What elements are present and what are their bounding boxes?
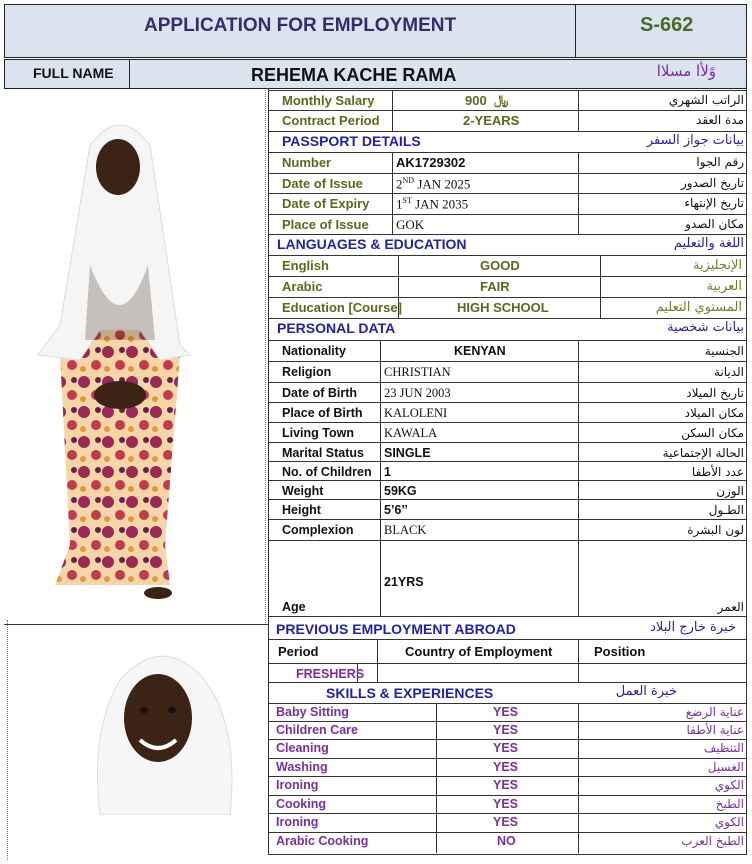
passport-arabic: رقم الجوا (696, 155, 744, 169)
language-arabic: الإنجليزية (692, 258, 742, 273)
skill-value: NO (497, 834, 516, 848)
personal-value: SINGLE (384, 446, 431, 460)
language-label: English (282, 258, 329, 273)
skill-label: Arabic Cooking (276, 834, 369, 848)
full-name-label: FULL NAME (33, 65, 114, 81)
language-label: Education [Course] (282, 300, 402, 315)
row-divider (268, 255, 746, 256)
skill-label: Children Care (276, 723, 358, 737)
row-divider (268, 540, 746, 541)
personal-arabic: الطـول (708, 503, 744, 517)
row-label: Monthly Salary (282, 93, 375, 108)
language-value: GOOD (480, 258, 520, 273)
personal-value: KAWALA (384, 426, 438, 440)
passport-label: Number (282, 155, 332, 170)
row-divider (268, 832, 746, 833)
passport-label: Date of Issue (282, 176, 363, 191)
skill-label: Baby Sitting (276, 705, 349, 719)
row-divider (268, 361, 746, 362)
column-divider (436, 795, 437, 813)
passport-value: AK1729302 (396, 155, 466, 170)
column-divider (392, 173, 393, 193)
photo-divider (4, 624, 268, 625)
column-divider (380, 461, 381, 480)
skill-arabic: عناية الأطفا (686, 723, 744, 737)
row-divider (268, 682, 746, 683)
row-divider (268, 739, 746, 740)
personal-arabic: الجنسية (704, 344, 744, 358)
personal-label: Complexion (282, 523, 354, 537)
skill-value: YES (493, 760, 519, 774)
column-divider (578, 776, 579, 795)
column-divider (392, 214, 393, 234)
skill-arabic: الطبخ العرب (681, 834, 744, 848)
date-suffix: ST (402, 196, 412, 205)
row-divider (268, 519, 746, 520)
row-divider (268, 90, 746, 91)
full-name-arabic: وًلأا مسلاا (656, 62, 716, 80)
section-heading: LANGUAGES & EDUCATION (277, 236, 467, 252)
row-divider (268, 340, 746, 341)
page-title: APPLICATION FOR EMPLOYMENT (144, 15, 457, 36)
personal-label: Height (282, 503, 321, 517)
column-divider (380, 361, 381, 382)
language-arabic: المستوي التعليم (655, 300, 742, 315)
skill-label: Washing (276, 760, 328, 774)
face-photo (80, 640, 245, 815)
row-divider (268, 173, 746, 174)
section-heading-arabic: بيانات جواز السفر (646, 133, 744, 148)
personal-label: Age (282, 600, 306, 614)
column-divider (578, 382, 579, 402)
passport-label: Date of Expiry (282, 196, 370, 211)
row-divider (268, 131, 746, 132)
skill-value: YES (493, 723, 519, 737)
row-divider (268, 422, 746, 423)
column-divider (578, 422, 579, 442)
passport-date (396, 197, 468, 210)
skill-value: YES (493, 815, 519, 829)
column-divider (578, 795, 579, 813)
column-divider (380, 382, 381, 402)
date-rest: JAN 2025 (414, 176, 471, 192)
full-name-value: REHEMA KACHE RAMA (251, 65, 457, 85)
column-divider (578, 193, 579, 214)
language-value: FAIR (480, 279, 510, 294)
personal-label: Religion (282, 365, 332, 379)
row-divider (268, 318, 746, 319)
personal-value: CHRISTIAN (384, 365, 451, 379)
personal-arabic: مكان السكن (681, 426, 744, 440)
employment-col-period: Period (278, 644, 319, 659)
column-divider (380, 340, 381, 361)
skill-label: Ironing (276, 778, 319, 792)
employment-col-country: Country of Employment (405, 644, 553, 659)
column-divider (398, 276, 399, 297)
personal-arabic: مكان الميلاد (684, 406, 744, 420)
row-divider (268, 442, 746, 443)
column-divider (380, 499, 381, 519)
row-divider (268, 703, 746, 704)
column-divider (578, 519, 579, 540)
row-divider (268, 480, 746, 481)
full-body-photo (30, 105, 195, 615)
date-suffix: ND (402, 176, 415, 185)
personal-label: No. of Children (282, 465, 372, 479)
row-divider (268, 813, 746, 814)
employment-col-position: Position (594, 644, 646, 659)
column-divider (436, 758, 437, 776)
personal-value: 1 (384, 465, 391, 479)
skill-value: YES (493, 741, 519, 755)
skill-arabic: التنظيف (703, 741, 744, 755)
column-divider (578, 703, 579, 721)
column-divider (392, 193, 393, 214)
date-rest: JAN 2035 (411, 196, 469, 212)
section-heading: SKILLS & EXPERIENCES (326, 685, 494, 701)
skill-arabic: الطبخ (715, 797, 744, 811)
row-divider (268, 193, 746, 194)
row-divider (268, 776, 746, 777)
personal-arabic: العمر (717, 600, 744, 614)
personal-value: 21YRS (384, 575, 424, 589)
skill-value: YES (493, 778, 519, 792)
column-divider (578, 461, 579, 480)
passport-arabic: مكان الصدو (685, 217, 744, 231)
column-divider (436, 813, 437, 832)
column-divider (380, 402, 381, 422)
row-divider (268, 639, 746, 640)
column-divider (578, 540, 579, 616)
column-divider (578, 173, 579, 193)
row-divider (268, 234, 746, 235)
column-divider (578, 758, 579, 776)
row-divider (268, 499, 746, 500)
column-divider (578, 739, 579, 758)
column-divider (436, 739, 437, 758)
column-divider (578, 499, 579, 519)
row-arabic: الراتب الشهري (668, 93, 744, 107)
reference-number: S-662 (640, 14, 694, 36)
personal-label: Weight (282, 484, 324, 498)
table-border (746, 89, 747, 855)
personal-label: Date of Birth (282, 386, 357, 400)
column-divider (578, 832, 579, 853)
row-divider (268, 382, 746, 383)
skill-value: YES (493, 797, 519, 811)
personal-arabic: الحالة الإجتماعية (662, 446, 744, 460)
personal-label: Living Town (282, 426, 354, 440)
passport-arabic: تاريخ الصدور (681, 176, 744, 190)
column-divider (578, 110, 579, 131)
column-divider (578, 340, 579, 361)
column-divider (436, 776, 437, 795)
photo-divider (265, 90, 266, 625)
column-divider (578, 442, 579, 461)
column-divider (578, 480, 579, 499)
column-divider (392, 90, 393, 110)
column-divider (436, 832, 437, 853)
column-divider (392, 110, 393, 131)
column-divider (578, 639, 579, 682)
row-divider (268, 214, 746, 215)
personal-label: Place of Birth (282, 406, 363, 420)
personal-value: BLACK (384, 523, 427, 537)
skill-value: YES (493, 705, 519, 719)
column-divider (436, 703, 437, 721)
section-heading-arabic: خبرة العمل (615, 684, 677, 699)
row-divider (268, 616, 746, 617)
column-divider (578, 813, 579, 832)
table-border (268, 854, 747, 855)
column-divider (392, 152, 393, 173)
column-divider (377, 639, 378, 682)
contract-value: 2-YEARS (463, 113, 520, 128)
currency-symbol: ﷼ (494, 92, 509, 107)
skill-arabic: عناية الرضع (685, 705, 744, 719)
language-label: Arabic (282, 279, 323, 294)
personal-value: KENYAN (454, 344, 506, 358)
personal-label: Marital Status (282, 446, 364, 460)
column-divider (600, 297, 601, 318)
skill-label: Cleaning (276, 741, 329, 755)
section-heading: PASSPORT DETAILS (282, 133, 421, 149)
row-label: Contract Period (282, 113, 380, 128)
row-divider (268, 721, 746, 722)
row-divider (268, 663, 746, 664)
personal-arabic: الوزن (716, 484, 744, 498)
personal-value: 23 JUN 2003 (384, 386, 451, 400)
column-divider (380, 480, 381, 499)
column-divider (436, 721, 437, 739)
table-border (268, 89, 269, 855)
language-arabic: العربية (706, 279, 742, 294)
column-divider (380, 442, 381, 461)
personal-label: Nationality (282, 344, 346, 358)
employment-entry: FRESHERS (296, 667, 365, 681)
column-divider (578, 402, 579, 422)
personal-arabic: تاريخ الميلاد (686, 386, 744, 400)
row-divider (268, 110, 746, 111)
row-divider (268, 276, 746, 277)
column-divider (578, 152, 579, 173)
column-divider (578, 90, 579, 110)
column-divider (380, 519, 381, 540)
row-divider (268, 795, 746, 796)
section-heading-arabic: بيانات شخصية (667, 320, 744, 335)
skill-arabic: الكوي (714, 778, 744, 792)
column-divider (398, 255, 399, 276)
section-heading-arabic: خبرة خارج البلاد (650, 620, 736, 635)
column-divider (380, 422, 381, 442)
photo-divider (7, 620, 8, 860)
personal-arabic: عدد الأطفا (691, 465, 744, 479)
row-divider (268, 152, 746, 153)
salary-value: 900 (465, 93, 487, 108)
skill-label: Ironing (276, 815, 319, 829)
row-divider (268, 758, 746, 759)
personal-value: 5’6’’ (384, 503, 408, 517)
row-divider (268, 461, 746, 462)
passport-value: GOK (396, 217, 425, 232)
column-divider (380, 540, 381, 616)
section-heading: PREVIOUS EMPLOYMENT ABROAD (276, 621, 516, 637)
column-divider (578, 361, 579, 382)
row-divider (268, 297, 746, 298)
section-heading-arabic: اللغة والتعليم (673, 236, 744, 251)
personal-value: KALOLENI (384, 406, 448, 420)
row-divider (268, 402, 746, 403)
section-heading: PERSONAL DATA (277, 320, 396, 336)
date-day: 1 (396, 196, 403, 212)
passport-label: Place of Issue (282, 217, 369, 232)
column-divider (600, 276, 601, 297)
passport-date (396, 177, 470, 190)
column-divider (600, 255, 601, 276)
personal-value: 59KG (384, 484, 417, 498)
language-value: HIGH SCHOOL (457, 300, 549, 315)
row-arabic: مدة العقد (696, 113, 744, 127)
personal-arabic: لون البشرة (687, 523, 744, 537)
passport-arabic: تاريخ الإنتهاء (684, 196, 744, 210)
skill-arabic: الكوي (714, 815, 744, 829)
personal-arabic: الديانة (713, 365, 744, 379)
skill-arabic: الغسيل (707, 760, 744, 774)
column-divider (578, 214, 579, 234)
date-day: 2 (396, 176, 403, 192)
column-divider (578, 721, 579, 739)
skill-label: Cooking (276, 797, 326, 811)
